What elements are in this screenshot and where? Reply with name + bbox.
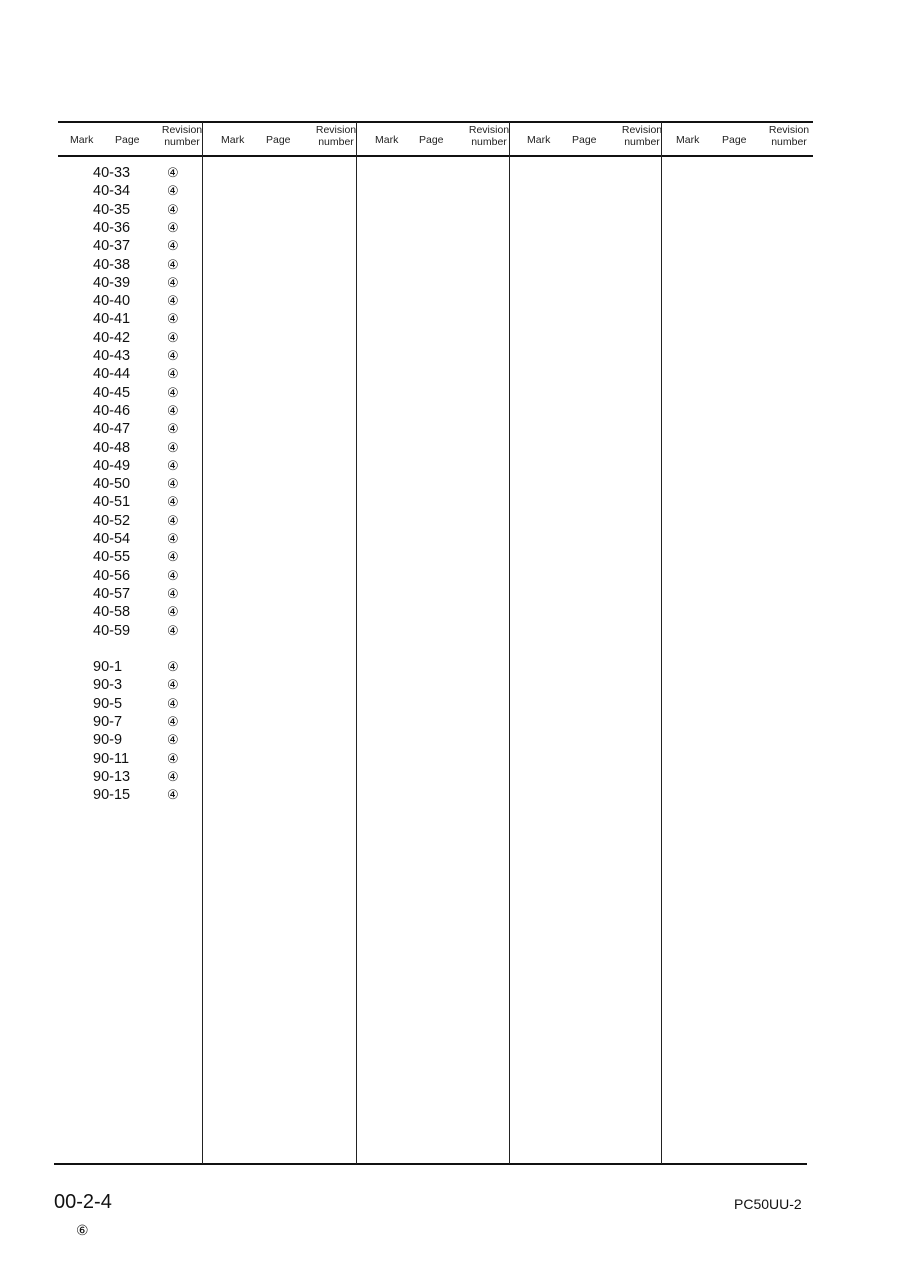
row-page: 40-37 [93,238,131,254]
row-revision-number: ④ [167,403,179,418]
header-revision-number [619,124,665,148]
row-page: 40-44 [93,366,131,382]
row-page: 40-55 [93,549,131,565]
header-page: Page [115,134,140,146]
header-revision-number [159,124,205,148]
header-revision-line1: Revision [161,124,203,136]
row-page: 40-42 [93,330,131,346]
row-page: 40-36 [93,220,131,236]
row-page: 40-48 [93,440,131,456]
row-revision-number: ④ [167,293,179,308]
header-revision-number [766,124,812,148]
row-revision-number: ④ [167,458,179,473]
header-revision-line1: Revision [468,124,510,136]
model-code: PC50UU-2 [734,1196,802,1212]
row-revision-number: ④ [167,513,179,528]
header-revision-line2: number [318,136,354,148]
header-revision-number [313,124,359,148]
column-divider [356,122,357,1164]
header-page: Page [722,134,747,146]
row-revision-number: ④ [167,476,179,491]
row-revision-number: ④ [167,531,179,546]
row-page: 90-1 [93,659,123,675]
row-revision-number: ④ [167,787,179,802]
row-page: 40-54 [93,531,131,547]
row-revision-number: ④ [167,623,179,638]
row-page: 90-7 [93,714,123,730]
header-revision-line1: Revision [768,124,810,136]
row-revision-number: ④ [167,751,179,766]
header-mark: Mark [527,134,551,146]
row-revision-number: ④ [167,494,179,509]
header-revision-line1: Revision [315,124,357,136]
header-revision-line2: number [624,136,660,148]
header-page: Page [572,134,597,146]
row-page: 40-46 [93,403,131,419]
row-revision-number: ④ [167,330,179,345]
row-revision-number: ④ [167,714,179,729]
row-page: 40-57 [93,586,131,602]
row-page: 40-50 [93,476,131,492]
row-revision-number: ④ [167,238,179,253]
row-revision-number: ④ [167,677,179,692]
row-page: 40-41 [93,311,131,327]
header-page: Page [419,134,444,146]
header-bottom-rule [58,155,813,157]
row-page: 40-59 [93,623,131,639]
row-page: 40-58 [93,604,131,620]
row-revision-number: ④ [167,421,179,436]
row-page: 40-40 [93,293,131,309]
row-revision-number: ④ [167,257,179,272]
table-top-rule [58,121,813,123]
header-mark: Mark [676,134,700,146]
row-revision-number: ④ [167,659,179,674]
row-revision-number: ④ [167,604,179,619]
header-mark: Mark [375,134,399,146]
row-revision-number: ④ [167,311,179,326]
row-revision-number: ④ [167,549,179,564]
page-number: 00-2-4 [54,1191,112,1213]
header-revision-line2: number [771,136,807,148]
row-revision-number: ④ [167,220,179,235]
row-page: 40-51 [93,494,131,510]
row-revision-number: ④ [167,769,179,784]
column-divider [661,122,662,1164]
row-revision-number: ④ [167,732,179,747]
page-revision-mark: ⑥ [76,1222,89,1238]
row-page: 40-34 [93,183,131,199]
header-revision-line2: number [471,136,507,148]
header-mark: Mark [70,134,94,146]
row-page: 90-5 [93,696,123,712]
column-divider [202,122,203,1164]
column-divider [509,122,510,1164]
table-bottom-rule [54,1163,807,1165]
row-page: 40-45 [93,385,131,401]
row-revision-number: ④ [167,385,179,400]
row-revision-number: ④ [167,440,179,455]
header-revision-line2: number [164,136,200,148]
header-revision-number [466,124,512,148]
header-mark: Mark [221,134,245,146]
row-page: 40-35 [93,202,131,218]
row-revision-number: ④ [167,165,179,180]
row-page: 90-13 [93,769,131,785]
row-page: 90-15 [93,787,131,803]
row-page: 90-11 [93,751,130,767]
header-page: Page [266,134,291,146]
row-page: 40-56 [93,568,131,584]
row-revision-number: ④ [167,183,179,198]
row-page: 40-43 [93,348,131,364]
row-page: 40-47 [93,421,131,437]
row-revision-number: ④ [167,275,179,290]
row-page: 40-39 [93,275,131,291]
row-revision-number: ④ [167,366,179,381]
row-revision-number: ④ [167,348,179,363]
header-revision-line1: Revision [621,124,663,136]
row-page: 90-9 [93,732,123,748]
row-page: 40-49 [93,458,131,474]
row-page: 40-33 [93,165,131,181]
row-revision-number: ④ [167,202,179,217]
row-revision-number: ④ [167,586,179,601]
row-page: 40-52 [93,513,131,529]
row-revision-number: ④ [167,568,179,583]
row-page: 90-3 [93,677,123,693]
row-revision-number: ④ [167,696,179,711]
row-page: 40-38 [93,257,131,273]
